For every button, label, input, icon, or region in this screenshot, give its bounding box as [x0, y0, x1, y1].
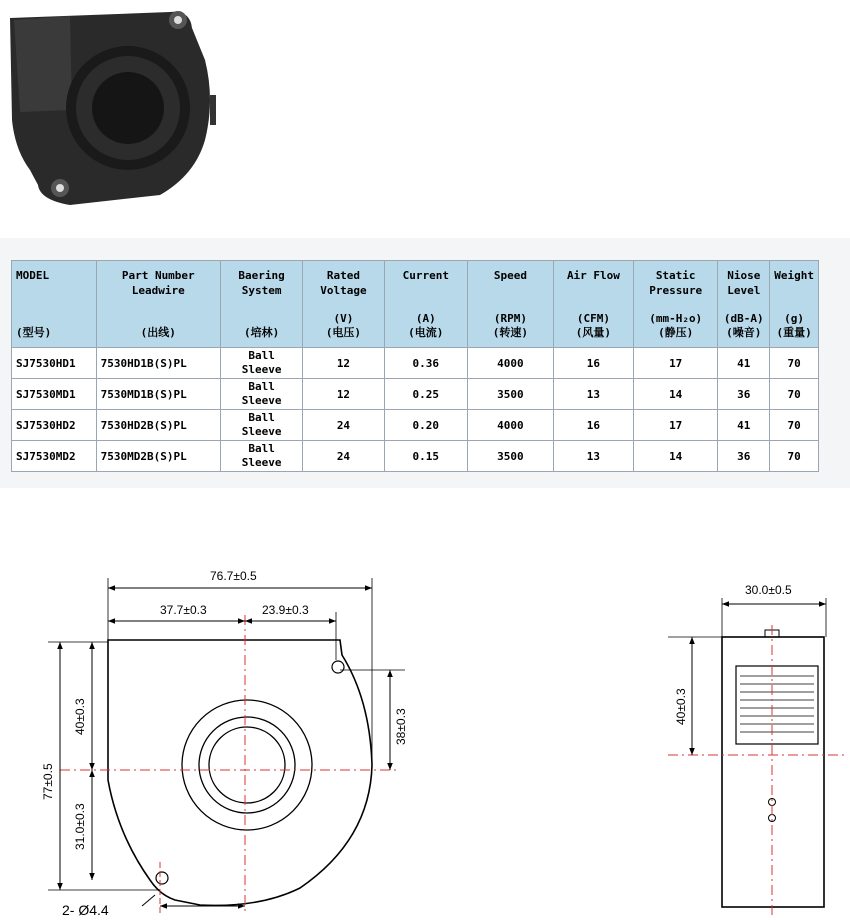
dim-width-label: 76.7±0.5: [210, 569, 257, 583]
cell-static-pressure: 17: [633, 410, 717, 441]
inlet-ring-inner: [209, 727, 285, 803]
header-weight: Weight (g) (重量): [770, 261, 819, 348]
header-speed: Speed (RPM) (转速): [467, 261, 553, 348]
header-bearing: Baering System (培林): [220, 261, 302, 348]
cell-current: 0.15: [384, 441, 467, 472]
dim-upper-label: 40±0.3: [73, 698, 87, 735]
header-static-pressure: Static Pressure (mm-H₂o) (静压): [633, 261, 717, 348]
cell-bearing: Ball Sleeve: [220, 410, 302, 441]
cell-part-number: 7530MD1B(S)PL: [96, 379, 220, 410]
blower-outline: [108, 640, 372, 905]
cell-static-pressure: 14: [633, 379, 717, 410]
cell-part-number: 7530HD1B(S)PL: [96, 348, 220, 379]
cell-weight: 70: [770, 441, 819, 472]
cell-part-number: 7530MD2B(S)PL: [96, 441, 220, 472]
inlet-ring-outer: [182, 700, 312, 830]
cell-static-pressure: 14: [633, 441, 717, 472]
dim-lower-label: 31.0±0.3: [73, 803, 87, 850]
spec-section: [0, 238, 850, 488]
cell-model: SJ7530HD2: [12, 410, 97, 441]
header-voltage: Rated Voltage (V) (电压): [303, 261, 384, 348]
dim-right-label: 23.9±0.3: [262, 603, 309, 617]
cell-airflow: 13: [553, 441, 633, 472]
header-current: Current (A) (电流): [384, 261, 467, 348]
table-row: [12, 441, 819, 472]
blower-fan-photo: [0, 0, 225, 215]
cell-model: SJ7530MD2: [12, 441, 97, 472]
mount-hole-top: [332, 661, 344, 673]
cell-current: 0.20: [384, 410, 467, 441]
side-dim-width-label: 30.0±0.5: [745, 583, 792, 597]
cell-speed: 3500: [467, 441, 553, 472]
dim-height-label: 77±0.5: [41, 763, 55, 800]
cell-airflow: 16: [553, 410, 633, 441]
header-airflow: Air Flow (CFM) (风量): [553, 261, 633, 348]
cell-speed: 3500: [467, 379, 553, 410]
cell-weight: 70: [770, 348, 819, 379]
dim-hole-label: 2- Ø4.4: [62, 902, 109, 918]
table-row: [12, 348, 819, 379]
side-tab: [765, 630, 779, 637]
cell-current: 0.25: [384, 379, 467, 410]
cell-speed: 4000: [467, 410, 553, 441]
side-dim-height-label: 40±0.3: [674, 688, 688, 725]
front-view: [41, 569, 408, 918]
mount-hole-bottom: [156, 872, 168, 884]
cell-weight: 70: [770, 379, 819, 410]
table-row: [12, 379, 819, 410]
cell-speed: 4000: [467, 348, 553, 379]
spec-table: [11, 260, 819, 472]
table-row: [12, 410, 819, 441]
cell-airflow: 16: [553, 348, 633, 379]
cell-weight: 70: [770, 410, 819, 441]
header-part-number: Part Number Leadwire (出线): [96, 261, 220, 348]
cell-static-pressure: 17: [633, 348, 717, 379]
cell-noise: 36: [718, 379, 770, 410]
cell-model: SJ7530MD1: [12, 379, 97, 410]
side-view: [668, 583, 845, 915]
header-model: MODEL (型号): [12, 261, 97, 348]
cell-noise: 36: [718, 441, 770, 472]
cell-current: 0.36: [384, 348, 467, 379]
cell-part-number: 7530HD2B(S)PL: [96, 410, 220, 441]
cell-airflow: 13: [553, 379, 633, 410]
cell-model: SJ7530HD1: [12, 348, 97, 379]
cell-bearing: Ball Sleeve: [220, 348, 302, 379]
cell-voltage: 24: [303, 410, 384, 441]
side-body: [722, 637, 824, 907]
dim-left-label: 37.7±0.3: [160, 603, 207, 617]
cell-bearing: Ball Sleeve: [220, 441, 302, 472]
cell-voltage: 12: [303, 348, 384, 379]
table-header-row: [12, 261, 819, 348]
header-noise: Niose Level (dB-A) (噪音): [718, 261, 770, 348]
cell-noise: 41: [718, 348, 770, 379]
cell-noise: 41: [718, 410, 770, 441]
cell-bearing: Ball Sleeve: [220, 379, 302, 410]
dim-outlet-label: 38±0.3: [394, 708, 408, 745]
cell-voltage: 12: [303, 379, 384, 410]
side-outlet: [736, 666, 818, 744]
cell-voltage: 24: [303, 441, 384, 472]
inlet-ring-middle: [199, 717, 295, 813]
